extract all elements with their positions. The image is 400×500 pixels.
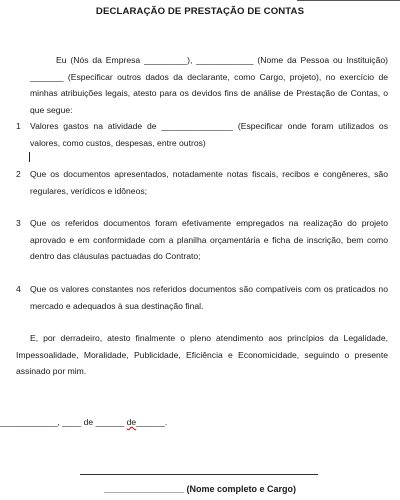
item-text: Que os valores constantes nos referidos documentos são compatíveis com os praticados no mercado e adequados à sua destinação final. [30, 284, 388, 311]
date-line-end: ______. [136, 417, 168, 427]
spellcheck-flagged-word: de [126, 417, 137, 427]
signature-label: ________________ (Nome completo e Cargo) [103, 484, 297, 494]
item-text: Que os documentos apresentados, notadamente notas fiscais, recibos e congêneres, são regulares, verídicos e idôneos; [30, 169, 388, 196]
document-title: DECLARAÇÃO DE PRESTAÇÃO DE CONTAS [95, 6, 305, 17]
list-item [16, 166, 388, 199]
date-line-start: ____________, ____ de ______ [0, 417, 127, 427]
intro-paragraph: Eu (Nós da Empresa _________), ____________ (Nome da Pessoa ou Instituição) _______ (Especificar outros dados da declarante, como Cargo, projeto), no exercício de minhas atribuições legais, atesto para os devidos fins de análise de Prestação de Contas, o que segue: [30, 55, 388, 115]
item-number: 3 [16, 218, 21, 228]
text-cursor [29, 152, 30, 162]
list-item [16, 118, 388, 151]
signature-line [80, 474, 318, 475]
list-item [16, 215, 388, 265]
item-number: 1 [16, 121, 21, 131]
date-line [0, 417, 167, 427]
list-item [16, 281, 388, 314]
top-rule [297, 0, 400, 1]
item-text: Valores gastos na atividade de _______________ (Especificar onde foram utilizados os valores, como custos, despesas, entre outros) [30, 121, 388, 148]
closing-paragraph: E, por derradeiro, atesto finalmente o pleno atendimento aos princípios da Legalidade, Impessoalidade, Moralidade, Publicidade, Eficiência e Economicidade, seguindo o presente assinado por mim. [16, 333, 388, 376]
item-number: 2 [16, 169, 21, 179]
item-text: Que os referidos documentos foram efetivamente empregados na realização do projeto aprovado e em conformidade com a planilha orçamentária e ficha de inscrição, bem como dentro das cláusulas pactuadas do Contrato; [30, 218, 388, 261]
item-number: 4 [16, 284, 21, 294]
